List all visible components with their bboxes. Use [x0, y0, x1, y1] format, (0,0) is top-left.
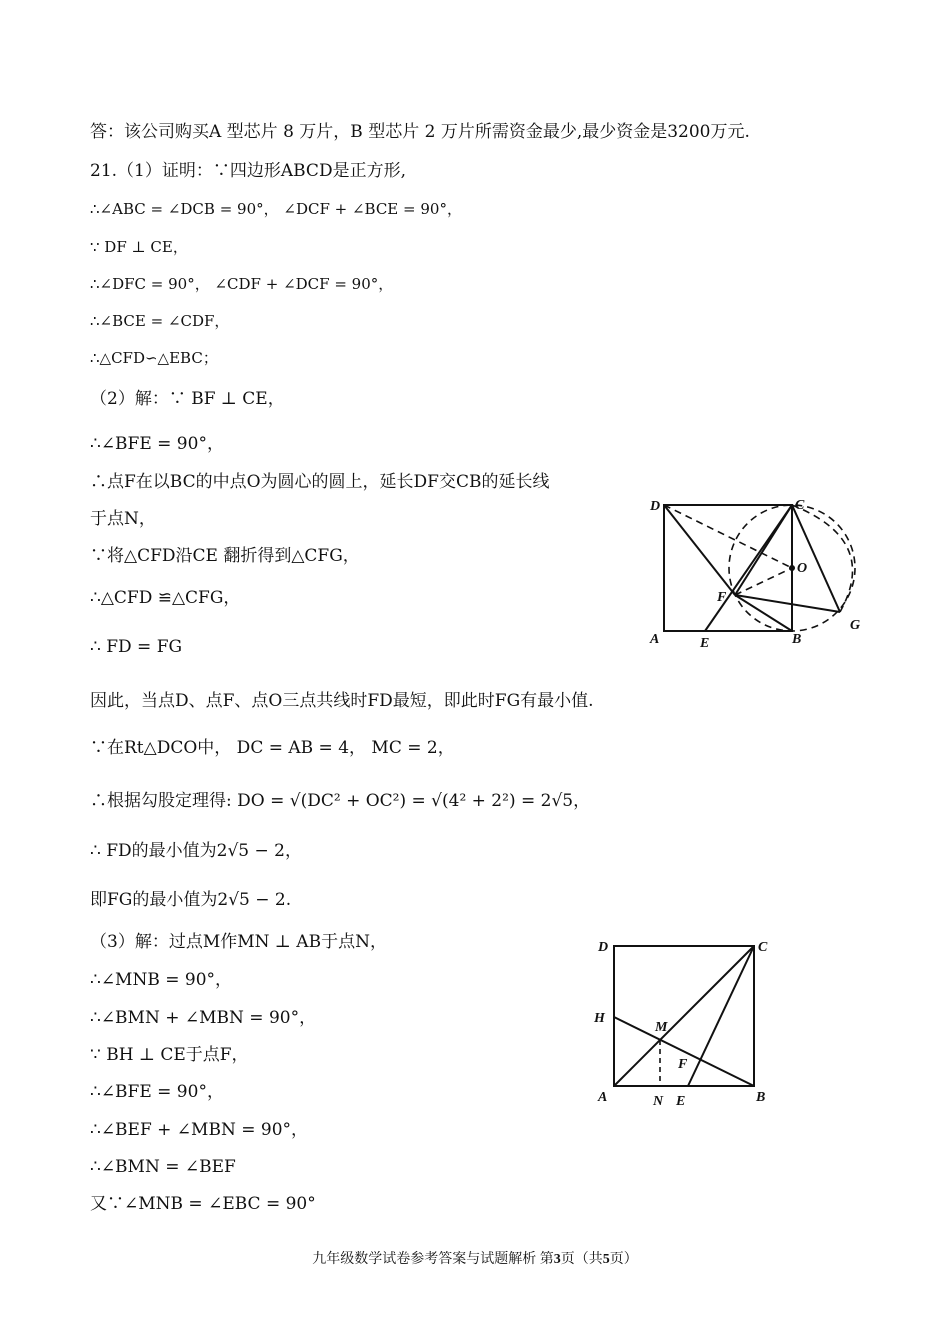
- solution-step: 即FG的最小值为2√5 − 2.: [90, 890, 292, 910]
- solution-step: ∴ FD的最小值为2√5 − 2，: [90, 841, 302, 861]
- proof-step: ∵ DF ⊥ CE，: [90, 238, 188, 256]
- square-abcd: [664, 505, 792, 631]
- label-a: A: [650, 632, 660, 647]
- solution-step: 又∵∠MNB = ∠EBC = 90°: [90, 1194, 316, 1214]
- solution-step: ∵将△CFD沿CE 翻折得到△CFG，: [90, 546, 360, 566]
- segment-ce: [688, 946, 754, 1086]
- solution-step: ∴∠BFE = 90°，: [90, 1082, 224, 1102]
- arc-fold: [792, 505, 853, 612]
- label-f: F: [717, 590, 727, 605]
- segment-df: [664, 505, 735, 595]
- q21-part3-heading: （3）解：过点M作MN ⊥ AB于点N，: [90, 932, 387, 952]
- segment-fg: [735, 595, 840, 612]
- solution-step: ∴∠MNB = 90°，: [90, 970, 233, 990]
- solution-step: ∴根据勾股定理得: DO = √(DC² + OC²) = √(4² + 2²) = 2√5，: [90, 791, 591, 811]
- label-a: A: [598, 1090, 608, 1105]
- solution-step: ∵ BH ⊥ CE于点F，: [90, 1045, 249, 1065]
- label-c: C: [758, 940, 768, 955]
- solution-step: ∴∠BFE = 90°，: [90, 434, 224, 454]
- geometry-figure-1: [640, 490, 870, 655]
- solution-step: ∴点F在以BC的中点O为圆心的圆上，延长DF交CB的延长线: [90, 472, 550, 492]
- solution-step: ∴△CFD ≌△CFG，: [90, 588, 241, 608]
- label-n: N: [653, 1094, 664, 1109]
- solution-step: 因此，当点D、点F、点O三点共线时FD最短，即此时FG有最小值.: [90, 691, 594, 711]
- page-footer: 九年级数学试卷参考答案与试题解析 第3页（共5页）: [312, 1252, 638, 1267]
- answer-line: 答：该公司购买A 型芯片 8 万片，B 型芯片 2 万片所需资金最少,最少资金是3200万元.: [90, 122, 750, 142]
- label-d: D: [650, 499, 661, 514]
- label-b: B: [792, 632, 802, 647]
- label-c: C: [795, 498, 805, 513]
- solution-step: ∴ FD = FG: [90, 637, 183, 657]
- q21-part1-heading: 21.（1）证明：∵四边形ABCD是正方形,: [90, 161, 406, 181]
- solution-step: ∴∠BMN + ∠MBN = 90°，: [90, 1008, 317, 1028]
- geometry-figure-2: [590, 932, 780, 1112]
- segment-ce: [705, 505, 792, 631]
- label-m: M: [655, 1020, 668, 1035]
- proof-step: ∴∠BCE = ∠CDF，: [90, 312, 230, 330]
- segment-hb: [614, 1017, 754, 1086]
- label-f: F: [678, 1057, 688, 1072]
- solution-step: 于点N，: [90, 509, 156, 529]
- label-d: D: [598, 940, 609, 955]
- solution-step: ∴∠BMN = ∠BEF: [90, 1157, 236, 1177]
- solution-step: ∵在Rt△DCO中， DC = AB = 4， MC = 2，: [90, 738, 455, 758]
- proof-step: ∴△CFD∽△EBC；: [90, 349, 218, 367]
- q21-part2-heading: （2）解：∵ BF ⊥ CE，: [90, 389, 285, 409]
- proof-step: ∴∠ABC = ∠DCB = 90°， ∠DCF + ∠BCE = 90°，: [90, 200, 462, 218]
- label-h: H: [594, 1011, 605, 1026]
- proof-step: ∴∠DFC = 90°， ∠CDF + ∠DCF = 90°，: [90, 275, 394, 293]
- solution-step: ∴∠BEF + ∠MBN = 90°，: [90, 1120, 309, 1140]
- label-o: O: [797, 561, 808, 576]
- label-e: E: [700, 636, 710, 651]
- label-g: G: [850, 618, 861, 633]
- label-e: E: [676, 1094, 686, 1109]
- label-b: B: [756, 1090, 766, 1105]
